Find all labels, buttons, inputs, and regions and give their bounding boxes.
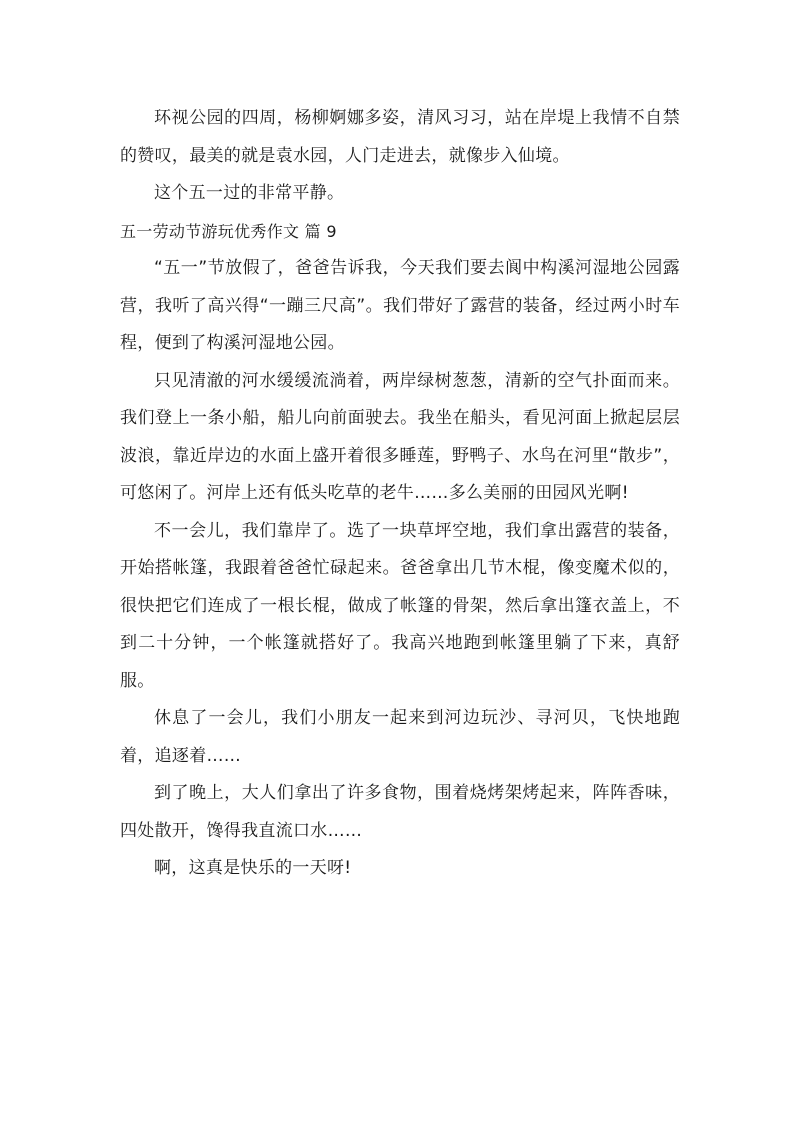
paragraph: 啊，这真是快乐的一天呀! <box>154 858 352 878</box>
paragraph: “五一”节放假了，爸爸告诉我，今天我们要去阆中构溪河湿地公园露营，我听了高兴得“一蹦三尺高”。我们带好了露营的装备，经过两小时车程，便到了构溪河湿地公园。 <box>120 258 680 353</box>
paragraph: 不一会儿，我们靠岸了。选了一块草坪空地，我们拿出露营的装备，开始搭帐篷，我跟着爸爸忙碌起来。爸爸拿出几节木棍，像变魔术似的，很快把它们连成了一根长棍，做成了帐篷的骨架，然后拿出篷衣盖上，不到二十分钟，一个帐篷就搭好了。我高兴地跑到帐篷里躺了下来，真舒服。 <box>120 520 680 691</box>
section-title: 五一劳动节游玩优秀作文 篇 9 <box>120 221 337 241</box>
document-page <box>120 100 680 888</box>
paragraph: 这个五一过的非常平静。 <box>154 183 345 203</box>
paragraph: 到了晚上，大人们拿出了许多食物，围着烧烤架烤起来，阵阵香味，四处散开，馋得我直流口水…… <box>120 783 680 841</box>
paragraph: 休息了一会儿，我们小朋友一起来到河边玩沙、寻河贝，飞快地跑着，追逐着…… <box>120 708 680 766</box>
paragraph: 环视公园的四周，杨柳婀娜多姿，清风习习，站在岸堤上我情不自禁的赞叹，最美的就是袁水园，人门走进去，就像步入仙境。 <box>120 108 680 166</box>
paragraph: 只见清澈的河水缓缓流淌着，两岸绿树葱葱，清新的空气扑面而来。我们登上一条小船，船儿向前面驶去。我坐在船头，看见河面上掀起层层波浪，靠近岸边的水面上盛开着很多睡莲，野鸭子、水鸟在河里“散步”，可悠闲了。河岸上还有低头吃草的老牛……多么美丽的田园风光啊! <box>120 370 680 503</box>
